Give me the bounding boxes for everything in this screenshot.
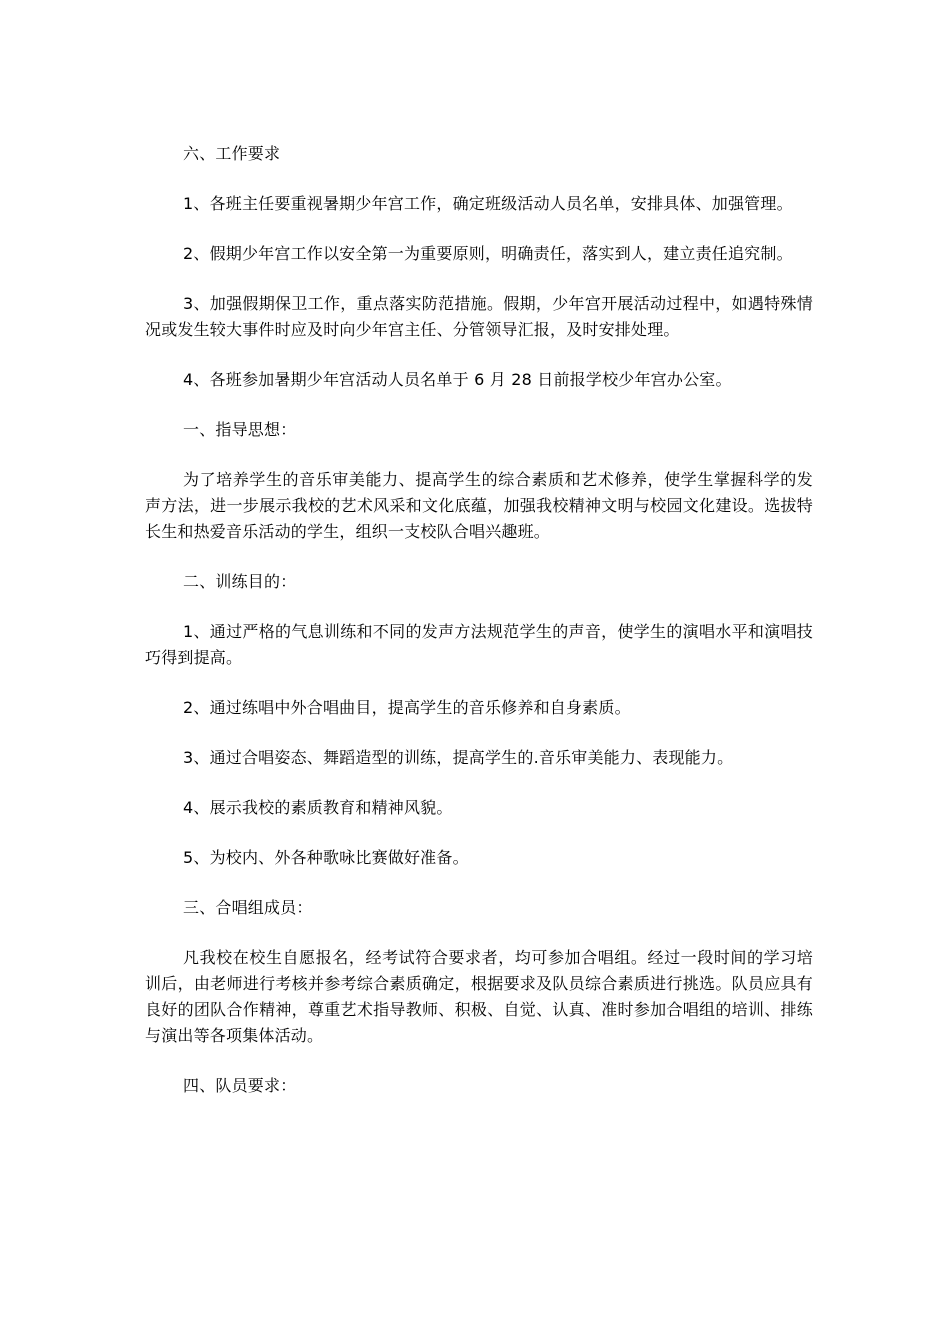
- paragraph-guiding-ideology: 为了培养学生的音乐审美能力、提高学生的综合素质和艺术修养，使学生掌握科学的发声方法，进一步展示我校的艺术风采和文化底蕴，加强我校精神文明与校园文化建设。选拔特长生和热爱音乐活动的学生，组织一支校队合唱兴趣班。: [145, 470, 813, 541]
- paragraph-choir-members: 凡我校在校生自愿报名，经考试符合要求者，均可参加合唱组。经过一段时间的学习培训后，由老师进行考核并参考综合素质确定，根据要求及队员综合素质进行挑选。队员应具有良好的团队合作精神，尊重艺术指导教师、积极、自觉、认真、准时参加合唱组的培训、排练与演出等各项集体活动。: [145, 948, 813, 1045]
- paragraph-training-purpose-5: 5、为校内、外各种歌咏比赛做好准备。: [183, 848, 469, 867]
- section-heading-member-requirements: 四、队员要求：: [183, 1076, 297, 1095]
- section-heading-training-purpose: 二、训练目的：: [183, 572, 297, 591]
- paragraph-training-purpose-2: 2、通过练唱中外合唱曲目，提高学生的音乐修养和自身素质。: [183, 698, 631, 717]
- paragraph-requirement-1: 1、各班主任要重视暑期少年宫工作，确定班级活动人员名单，安排具体、加强管理。: [183, 194, 793, 213]
- paragraph-requirement-3: 3、加强假期保卫工作，重点落实防范措施。假期，少年宫开展活动过程中，如遇特殊情况或发生较大事件时应及时向少年宫主任、分管领导汇报，及时安排处理。: [145, 294, 813, 339]
- paragraph-training-purpose-1: 1、通过严格的气息训练和不同的发声方法规范学生的声音，使学生的演唱水平和演唱技巧得到提高。: [145, 622, 813, 667]
- paragraph-training-purpose-4: 4、展示我校的素质教育和精神风貌。: [183, 798, 453, 817]
- document-body: [145, 141, 813, 1123]
- section-heading-choir-members: 三、合唱组成员：: [183, 898, 313, 917]
- paragraph-requirement-4: 4、各班参加暑期少年宫活动人员名单于 6 月 28 日前报学校少年宫办公室。: [183, 370, 732, 389]
- section-heading-work-requirements: 六、工作要求: [183, 144, 281, 163]
- section-heading-guiding-ideology: 一、指导思想：: [183, 420, 297, 439]
- paragraph-requirement-2: 2、假期少年宫工作以安全第一为重要原则，明确责任，落实到人，建立责任追究制。: [183, 244, 793, 263]
- paragraph-training-purpose-3: 3、通过合唱姿态、舞蹈造型的训练，提高学生的.音乐审美能力、表现能力。: [183, 748, 734, 767]
